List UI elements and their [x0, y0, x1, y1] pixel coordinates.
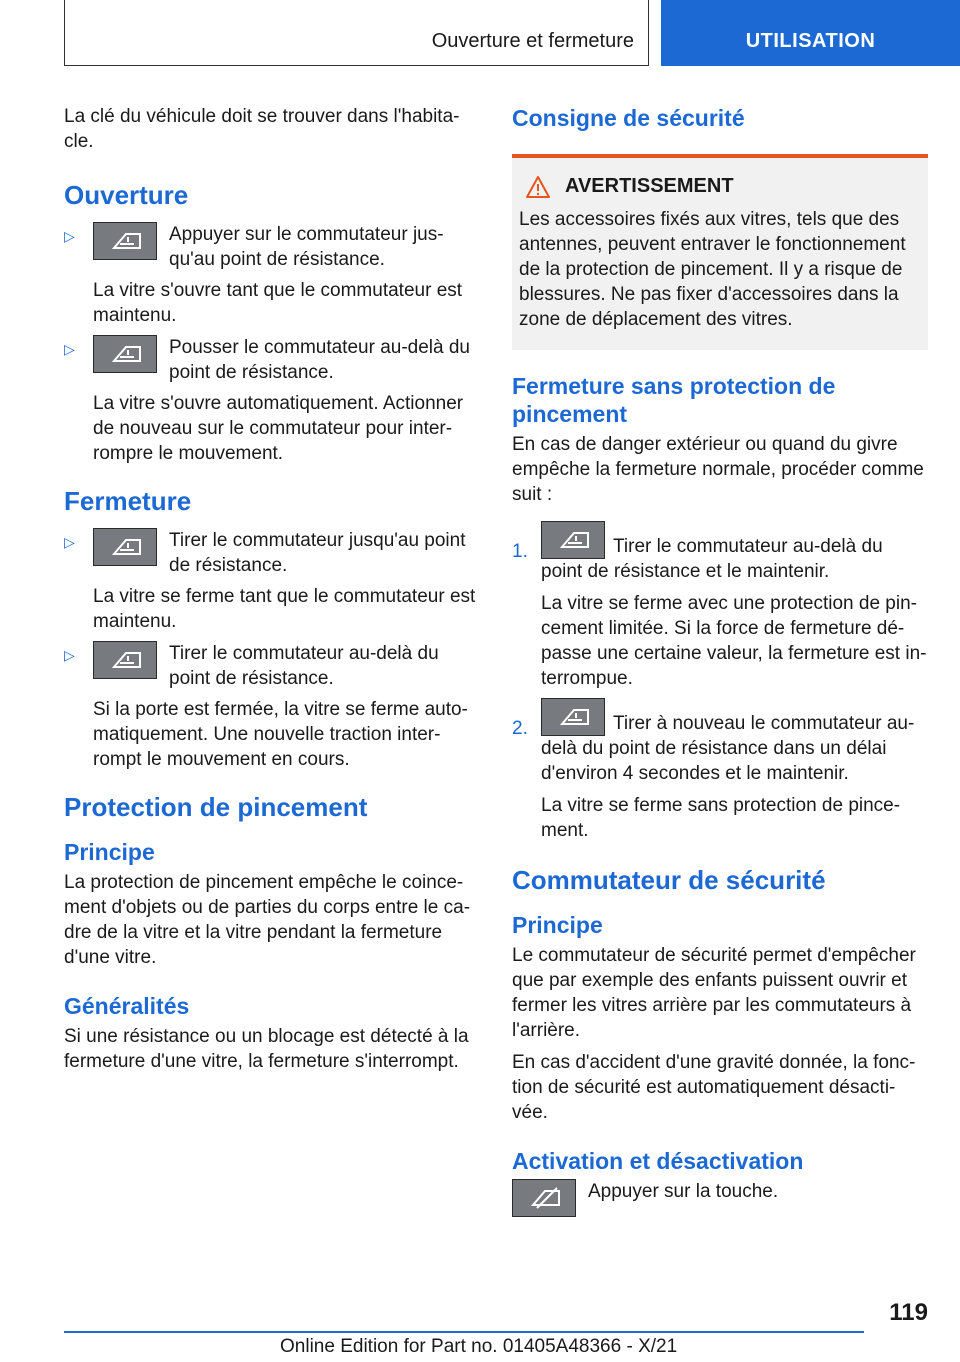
item-detail: Si la porte est fermée, la vitre se ferme auto-matiquement. Une nouvelle traction inter-rompt le mouvement en cours. [93, 699, 468, 770]
page-number: 119 [889, 1299, 928, 1326]
footer-divider [64, 1331, 864, 1333]
list-item [64, 641, 482, 772]
header-chapter-tab: UTILISATION [661, 0, 960, 66]
list-item [64, 335, 482, 466]
heading-sans-protection: Fermeture sans protection de pincement [512, 373, 836, 427]
window-switch-icon [93, 335, 157, 373]
heading-principe-2: Principe [512, 912, 603, 938]
right-column [512, 104, 928, 1223]
heading-generalites: Généralités [64, 993, 190, 1019]
step-text-content: Tirer le commutateur au-delà du point de résistance et le maintenir. [541, 536, 883, 582]
left-column [64, 104, 482, 1081]
list-item [512, 698, 928, 843]
list-item [64, 222, 482, 328]
heading-principe: Principe [64, 839, 155, 865]
item-detail: La vitre s'ouvre automatiquement. Actionner de nouveau sur le commutateur pour inter-rompre le mouvement. [93, 393, 464, 464]
item-detail: La vitre s'ouvre tant que le commutateur est maintenu. [93, 280, 463, 326]
list-item [512, 521, 928, 691]
window-lock-button-icon [512, 1179, 576, 1217]
principe-text: La protection de pincement empêche le coince-ment d'objets ou de parties du corps entre le ca-dre de la vitre et la vitre pendant la fermeture d'une vitre. [64, 872, 471, 968]
step-text [541, 521, 928, 584]
step-number: 2. [512, 718, 528, 739]
commutateur-text-1: Le commutateur de sécurité permet d'empêcher que par exemple des enfants puissent ouvrir et fermer les vitres arrière par les commutateurs à l'arrière. [512, 945, 916, 1041]
sans-protection-intro: En cas de danger extérieur ou quand du givre empêche la fermeture normale, procéder comme suit : [512, 434, 924, 505]
intro-text: La clé du véhicule doit se trouver dans l'habita-cle. [64, 106, 460, 152]
heading-protection: Protection de pincement [64, 792, 368, 822]
warning-box [512, 154, 928, 350]
activation-text: Appuyer sur la touche. [588, 1181, 779, 1202]
window-switch-icon [93, 641, 157, 679]
step-text-content: Tirer à nouveau le commutateur au-delà du point de résistance dans un délai d'environ 4 secondes et le maintenir. [541, 713, 915, 784]
window-switch-icon [541, 698, 605, 736]
window-switch-icon [93, 528, 157, 566]
window-switch-icon [541, 521, 605, 559]
commutateur-text-2: En cas d'accident d'une gravité donnée, la fonc-tion de sécurité est automatiquement désacti-vée. [512, 1052, 916, 1123]
warning-title: AVERTISSEMENT [565, 175, 734, 197]
header-section-title: Ouverture et fermeture [431, 30, 634, 52]
heading-activation: Activation et désactivation [512, 1148, 804, 1174]
header-section-box [64, 0, 649, 66]
window-switch-icon [93, 222, 157, 260]
item-text: Pousser le commutateur au-delà du point de résistance. [169, 337, 470, 383]
item-text: Tirer le commutateur jusqu'au point de résistance. [169, 530, 466, 576]
triangle-bullet-icon: ▷ [64, 534, 75, 550]
warning-triangle-icon [525, 175, 551, 199]
step-number: 1. [512, 541, 528, 562]
step-detail: La vitre se ferme avec une protection de pin-cement limitée. Si la force de fermeture dé-passe une certaine valeur, la fermeture est in-terrompue. [541, 593, 927, 689]
triangle-bullet-icon: ▷ [64, 341, 75, 357]
generalites-text: Si une résistance ou un blocage est détecté à la fermeture d'une vitre, la fermeture s'interrompt. [64, 1026, 469, 1072]
heading-commutateur: Commutateur de sécurité [512, 865, 826, 895]
item-text: Appuyer sur le commutateur jus-qu'au point de résistance. [169, 224, 444, 270]
warning-text: Les accessoires fixés aux vitres, tels que des antennes, peuvent entraver le fonctionnement de la protection de pincement. Il y a risque de blessures. Ne pas fixer d'accessoires dans la zone de déplacement des vitres. [519, 209, 906, 330]
triangle-bullet-icon: ▷ [64, 228, 75, 244]
heading-ouverture: Ouverture [64, 180, 189, 210]
step-text [541, 698, 928, 786]
list-item [64, 528, 482, 634]
footer-edition: Online Edition for Part no. 01405A48366 - X/21 [280, 1336, 678, 1357]
heading-consigne: Consigne de sécurité [512, 105, 745, 131]
heading-fermeture: Fermeture [64, 486, 192, 516]
triangle-bullet-icon: ▷ [64, 647, 75, 663]
item-detail: La vitre se ferme tant que le commutateur est maintenu. [93, 586, 476, 632]
step-detail: La vitre se ferme sans protection de pince-ment. [541, 795, 901, 841]
item-text: Tirer le commutateur au-delà du point de résistance. [169, 643, 439, 689]
